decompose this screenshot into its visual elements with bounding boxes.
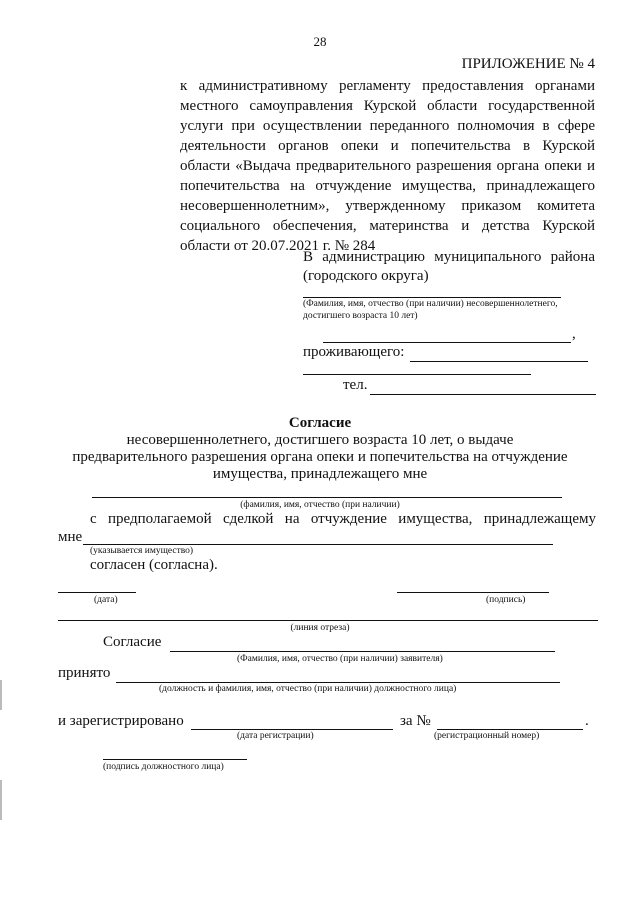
appendix-line: социального обеспечения, материнства и детства Курской (180, 218, 595, 234)
appendix-line: услуги при осуществлении переданного полномочия в сфере (180, 118, 595, 134)
fio-field-line-2[interactable] (323, 342, 571, 343)
appendix-line: несовершеннолетним», утвержденному приказом комитета (180, 198, 595, 214)
property-hint: (указывается имущество) (90, 546, 194, 556)
deal-line: с предполагаемой сделкой на отчуждение имущества, принадлежащему (90, 511, 596, 527)
date-field-line[interactable] (58, 592, 136, 593)
consent-subtitle-3: имущества, принадлежащего мне (212, 466, 428, 482)
signature-hint: (подпись) (486, 595, 526, 605)
accepted-label: принято (58, 665, 111, 681)
signature-field-line[interactable] (397, 592, 549, 593)
consent-fio-line[interactable] (92, 497, 562, 498)
reg-number-hint: (регистрационный номер) (434, 731, 540, 741)
scan-edge-mark (0, 680, 2, 710)
appendix-line: местного самоуправления Курской области государственной (180, 98, 595, 114)
cut-line (58, 620, 598, 621)
period: . (585, 713, 589, 729)
addressee-line2: (городского округа) (303, 268, 429, 284)
fio-hint-cont: достигшего возраста 10 лет) (303, 311, 418, 321)
appendix-line: к административному регламенту предоставления органами (180, 78, 595, 94)
appendix-line: области «Выдача предварительного разрешения органа опеки и (180, 158, 595, 174)
consent-title: Согласие (288, 415, 352, 431)
official-signature-hint: (подпись должностного лица) (103, 762, 224, 772)
deal-line-prefix: мне (58, 529, 83, 545)
phone-field-line[interactable] (370, 394, 596, 395)
consent-subtitle-1: несовершеннолетнего, достигшего возраста 10 лет, о выдаче (126, 432, 514, 448)
residing-field-line[interactable] (410, 361, 588, 362)
consent-fio-hint: (фамилия, имя, отчество (при наличии) (240, 500, 400, 510)
residing-label: проживающего: (303, 344, 405, 360)
receipt-consent-label: Согласие (103, 634, 162, 650)
appendix-title: ПРИЛОЖЕНИЕ № 4 (461, 56, 595, 72)
official-hint: (должность и фамилия, имя, отчество (при наличии) должностного лица) (159, 684, 457, 694)
reg-number-field-line[interactable] (437, 729, 583, 730)
appendix-line: области от 20.07.2021 г. № 284 (180, 238, 376, 254)
residing-field-line-2[interactable] (303, 374, 531, 375)
fio-hint: (Фамилия, имя, отчество (при наличии) несовершеннолетнего, (303, 299, 558, 309)
comma: , (572, 326, 576, 342)
appendix-line: попечительства на отчуждение имущества, принадлежащего (180, 178, 595, 194)
official-field-line[interactable] (116, 682, 560, 683)
cut-line-hint: (линия отреза) (290, 623, 350, 633)
agreed-text: согласен (согласна). (90, 557, 218, 573)
page-number: 28 (313, 34, 327, 49)
consent-subtitle-2: предварительного разрешения органа опеки и попечительства на отчуждение (72, 449, 568, 465)
applicant-field-line[interactable] (170, 651, 555, 652)
date-hint: (дата) (94, 595, 118, 605)
addressee-line1: В администрацию муниципального района (303, 249, 595, 265)
fio-field-line[interactable] (303, 297, 561, 298)
number-label: за № (400, 713, 431, 729)
applicant-hint: (Фамилия, имя, отчество (при наличии) заявителя) (237, 654, 443, 664)
reg-date-hint: (дата регистрации) (237, 731, 314, 741)
property-field-line[interactable] (83, 544, 553, 545)
scan-edge-mark (0, 780, 2, 820)
official-signature-line[interactable] (103, 759, 247, 760)
reg-date-field-line[interactable] (191, 729, 393, 730)
phone-label: тел. (343, 377, 368, 393)
registered-label: и зарегистрировано (58, 713, 184, 729)
appendix-line: деятельности органов опеки и попечительства в Курской (180, 138, 595, 154)
